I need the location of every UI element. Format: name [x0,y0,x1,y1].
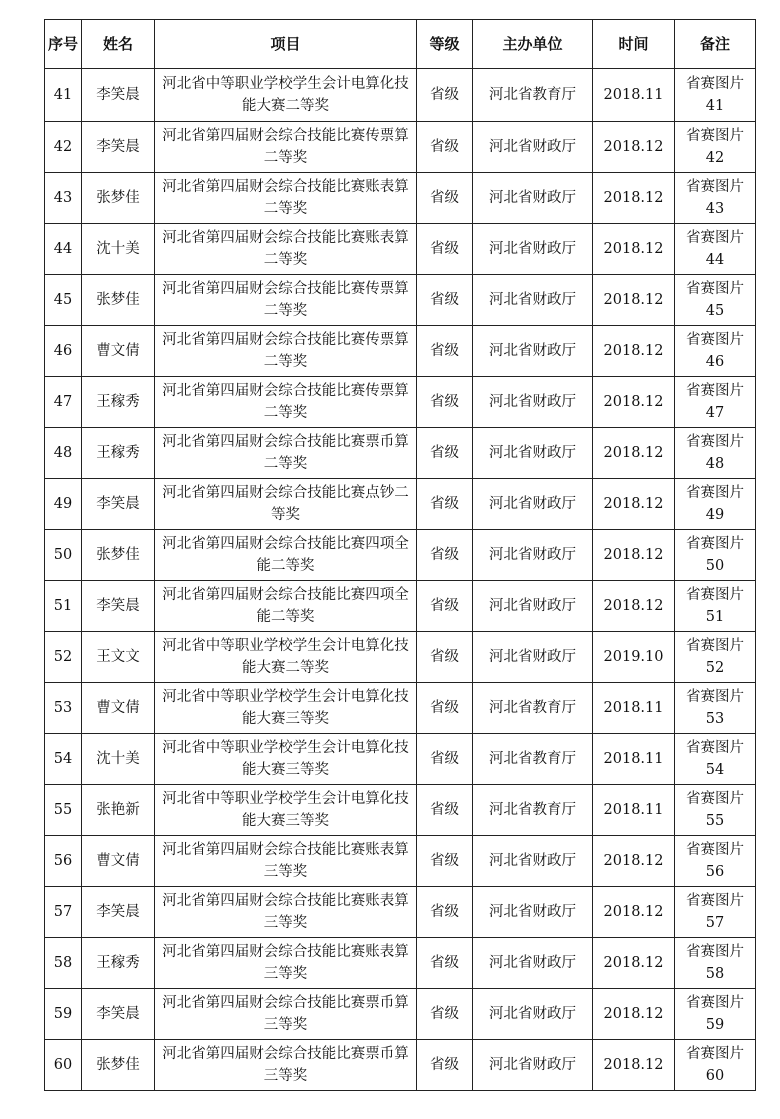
cell-org: 河北省教育厅 [473,785,593,836]
cell-note: 省赛图片 41 [675,69,756,122]
cell-no: 59 [45,989,82,1040]
cell-time: 2018.12 [593,836,675,887]
cell-note: 省赛图片 55 [675,785,756,836]
cell-note: 省赛图片 47 [675,377,756,428]
cell-project: 河北省第四届财会综合技能比赛账表算三等奖 [155,836,417,887]
table-row [45,1040,756,1091]
cell-name: 李笑晨 [82,479,155,530]
cell-project: 河北省第四届财会综合技能比赛账表算三等奖 [155,938,417,989]
cell-no: 58 [45,938,82,989]
cell-no: 41 [45,69,82,122]
cell-project: 河北省中等职业学校学生会计电算化技能大赛二等奖 [155,632,417,683]
header-no: 序号 [45,20,82,69]
cell-name: 沈十美 [82,224,155,275]
cell-no: 43 [45,173,82,224]
cell-org: 河北省财政厅 [473,479,593,530]
cell-org: 河北省财政厅 [473,224,593,275]
cell-time: 2018.12 [593,989,675,1040]
cell-no: 50 [45,530,82,581]
cell-no: 49 [45,479,82,530]
cell-note: 省赛图片 49 [675,479,756,530]
cell-name: 张梦佳 [82,1040,155,1091]
cell-org: 河北省财政厅 [473,1040,593,1091]
cell-note: 省赛图片 45 [675,275,756,326]
cell-org: 河北省财政厅 [473,173,593,224]
cell-name: 张梦佳 [82,275,155,326]
cell-note: 省赛图片 44 [675,224,756,275]
cell-project: 河北省中等职业学校学生会计电算化技能大赛二等奖 [155,69,417,122]
cell-level: 省级 [417,632,473,683]
cell-org: 河北省财政厅 [473,326,593,377]
table-row [45,479,756,530]
cell-level: 省级 [417,887,473,938]
table-row [45,581,756,632]
table-row [45,683,756,734]
table-row [45,122,756,173]
cell-name: 王文文 [82,632,155,683]
cell-no: 54 [45,734,82,785]
cell-time: 2019.10 [593,632,675,683]
cell-level: 省级 [417,122,473,173]
awards-table [44,19,756,1091]
cell-org: 河北省财政厅 [473,836,593,887]
cell-org: 河北省教育厅 [473,734,593,785]
table-row [45,428,756,479]
cell-note: 省赛图片 50 [675,530,756,581]
cell-name: 李笑晨 [82,887,155,938]
cell-note: 省赛图片 48 [675,428,756,479]
header-time: 时间 [593,20,675,69]
cell-name: 张梦佳 [82,530,155,581]
header-row [45,20,756,69]
cell-level: 省级 [417,428,473,479]
cell-note: 省赛图片 59 [675,989,756,1040]
table-row [45,734,756,785]
cell-name: 王稼秀 [82,377,155,428]
cell-no: 45 [45,275,82,326]
cell-project: 河北省第四届财会综合技能比赛票币算二等奖 [155,428,417,479]
cell-no: 56 [45,836,82,887]
cell-level: 省级 [417,326,473,377]
cell-no: 55 [45,785,82,836]
cell-org: 河北省财政厅 [473,989,593,1040]
table-row [45,69,756,122]
cell-level: 省级 [417,1040,473,1091]
cell-note: 省赛图片 54 [675,734,756,785]
table-row [45,275,756,326]
cell-time: 2018.11 [593,734,675,785]
cell-name: 李笑晨 [82,581,155,632]
table-row [45,173,756,224]
table-row [45,887,756,938]
cell-project: 河北省中等职业学校学生会计电算化技能大赛三等奖 [155,683,417,734]
header-level: 等级 [417,20,473,69]
cell-name: 张梦佳 [82,173,155,224]
cell-name: 曹文倩 [82,326,155,377]
table-row [45,377,756,428]
cell-note: 省赛图片 52 [675,632,756,683]
table-row [45,224,756,275]
cell-note: 省赛图片 53 [675,683,756,734]
cell-name: 李笑晨 [82,122,155,173]
cell-no: 47 [45,377,82,428]
cell-level: 省级 [417,530,473,581]
cell-name: 张艳新 [82,785,155,836]
cell-level: 省级 [417,734,473,785]
cell-name: 沈十美 [82,734,155,785]
cell-org: 河北省财政厅 [473,887,593,938]
cell-time: 2018.12 [593,122,675,173]
cell-name: 曹文倩 [82,683,155,734]
cell-level: 省级 [417,683,473,734]
cell-project: 河北省第四届财会综合技能比赛票币算三等奖 [155,1040,417,1091]
cell-note: 省赛图片 51 [675,581,756,632]
cell-time: 2018.12 [593,173,675,224]
cell-project: 河北省第四届财会综合技能比赛账表算三等奖 [155,887,417,938]
cell-time: 2018.12 [593,377,675,428]
cell-org: 河北省财政厅 [473,938,593,989]
cell-level: 省级 [417,836,473,887]
cell-time: 2018.12 [593,938,675,989]
cell-name: 王稼秀 [82,938,155,989]
cell-level: 省级 [417,224,473,275]
cell-note: 省赛图片 56 [675,836,756,887]
cell-project: 河北省第四届财会综合技能比赛传票算二等奖 [155,122,417,173]
cell-org: 河北省财政厅 [473,122,593,173]
cell-level: 省级 [417,377,473,428]
cell-no: 60 [45,1040,82,1091]
table-row [45,326,756,377]
cell-level: 省级 [417,938,473,989]
cell-project: 河北省第四届财会综合技能比赛四项全能二等奖 [155,530,417,581]
header-org: 主办单位 [473,20,593,69]
cell-name: 李笑晨 [82,69,155,122]
cell-note: 省赛图片 58 [675,938,756,989]
cell-org: 河北省财政厅 [473,530,593,581]
cell-time: 2018.12 [593,530,675,581]
cell-name: 曹文倩 [82,836,155,887]
cell-project: 河北省第四届财会综合技能比赛传票算二等奖 [155,275,417,326]
cell-note: 省赛图片 43 [675,173,756,224]
cell-no: 44 [45,224,82,275]
cell-time: 2018.12 [593,1040,675,1091]
table-row [45,836,756,887]
cell-project: 河北省第四届财会综合技能比赛账表算二等奖 [155,224,417,275]
cell-org: 河北省财政厅 [473,377,593,428]
cell-org: 河北省财政厅 [473,632,593,683]
cell-note: 省赛图片 60 [675,1040,756,1091]
cell-level: 省级 [417,479,473,530]
header-project: 项目 [155,20,417,69]
table-row [45,530,756,581]
cell-time: 2018.12 [593,326,675,377]
cell-no: 51 [45,581,82,632]
cell-note: 省赛图片 46 [675,326,756,377]
cell-project: 河北省第四届财会综合技能比赛传票算二等奖 [155,377,417,428]
cell-project: 河北省中等职业学校学生会计电算化技能大赛三等奖 [155,734,417,785]
cell-project: 河北省第四届财会综合技能比赛账表算二等奖 [155,173,417,224]
table-row [45,785,756,836]
cell-org: 河北省财政厅 [473,275,593,326]
cell-org: 河北省教育厅 [473,683,593,734]
cell-time: 2018.12 [593,581,675,632]
cell-time: 2018.12 [593,275,675,326]
cell-project: 河北省第四届财会综合技能比赛传票算二等奖 [155,326,417,377]
header-note: 备注 [675,20,756,69]
cell-time: 2018.11 [593,69,675,122]
cell-level: 省级 [417,275,473,326]
cell-no: 52 [45,632,82,683]
cell-note: 省赛图片 57 [675,887,756,938]
cell-level: 省级 [417,989,473,1040]
cell-level: 省级 [417,69,473,122]
cell-time: 2018.11 [593,683,675,734]
cell-level: 省级 [417,785,473,836]
cell-time: 2018.12 [593,428,675,479]
cell-project: 河北省第四届财会综合技能比赛票币算三等奖 [155,989,417,1040]
cell-time: 2018.11 [593,785,675,836]
cell-project: 河北省第四届财会综合技能比赛四项全能二等奖 [155,581,417,632]
cell-level: 省级 [417,173,473,224]
cell-time: 2018.12 [593,224,675,275]
table-row [45,632,756,683]
cell-org: 河北省教育厅 [473,69,593,122]
cell-time: 2018.12 [593,479,675,530]
cell-time: 2018.12 [593,887,675,938]
cell-no: 48 [45,428,82,479]
cell-project: 河北省第四届财会综合技能比赛点钞二等奖 [155,479,417,530]
header-name: 姓名 [82,20,155,69]
cell-org: 河北省财政厅 [473,428,593,479]
cell-note: 省赛图片 42 [675,122,756,173]
cell-no: 53 [45,683,82,734]
cell-name: 李笑晨 [82,989,155,1040]
cell-no: 42 [45,122,82,173]
cell-level: 省级 [417,581,473,632]
cell-name: 王稼秀 [82,428,155,479]
cell-org: 河北省财政厅 [473,581,593,632]
table-row [45,989,756,1040]
cell-project: 河北省中等职业学校学生会计电算化技能大赛三等奖 [155,785,417,836]
table-row [45,938,756,989]
table-body [45,69,756,1091]
cell-no: 46 [45,326,82,377]
cell-no: 57 [45,887,82,938]
